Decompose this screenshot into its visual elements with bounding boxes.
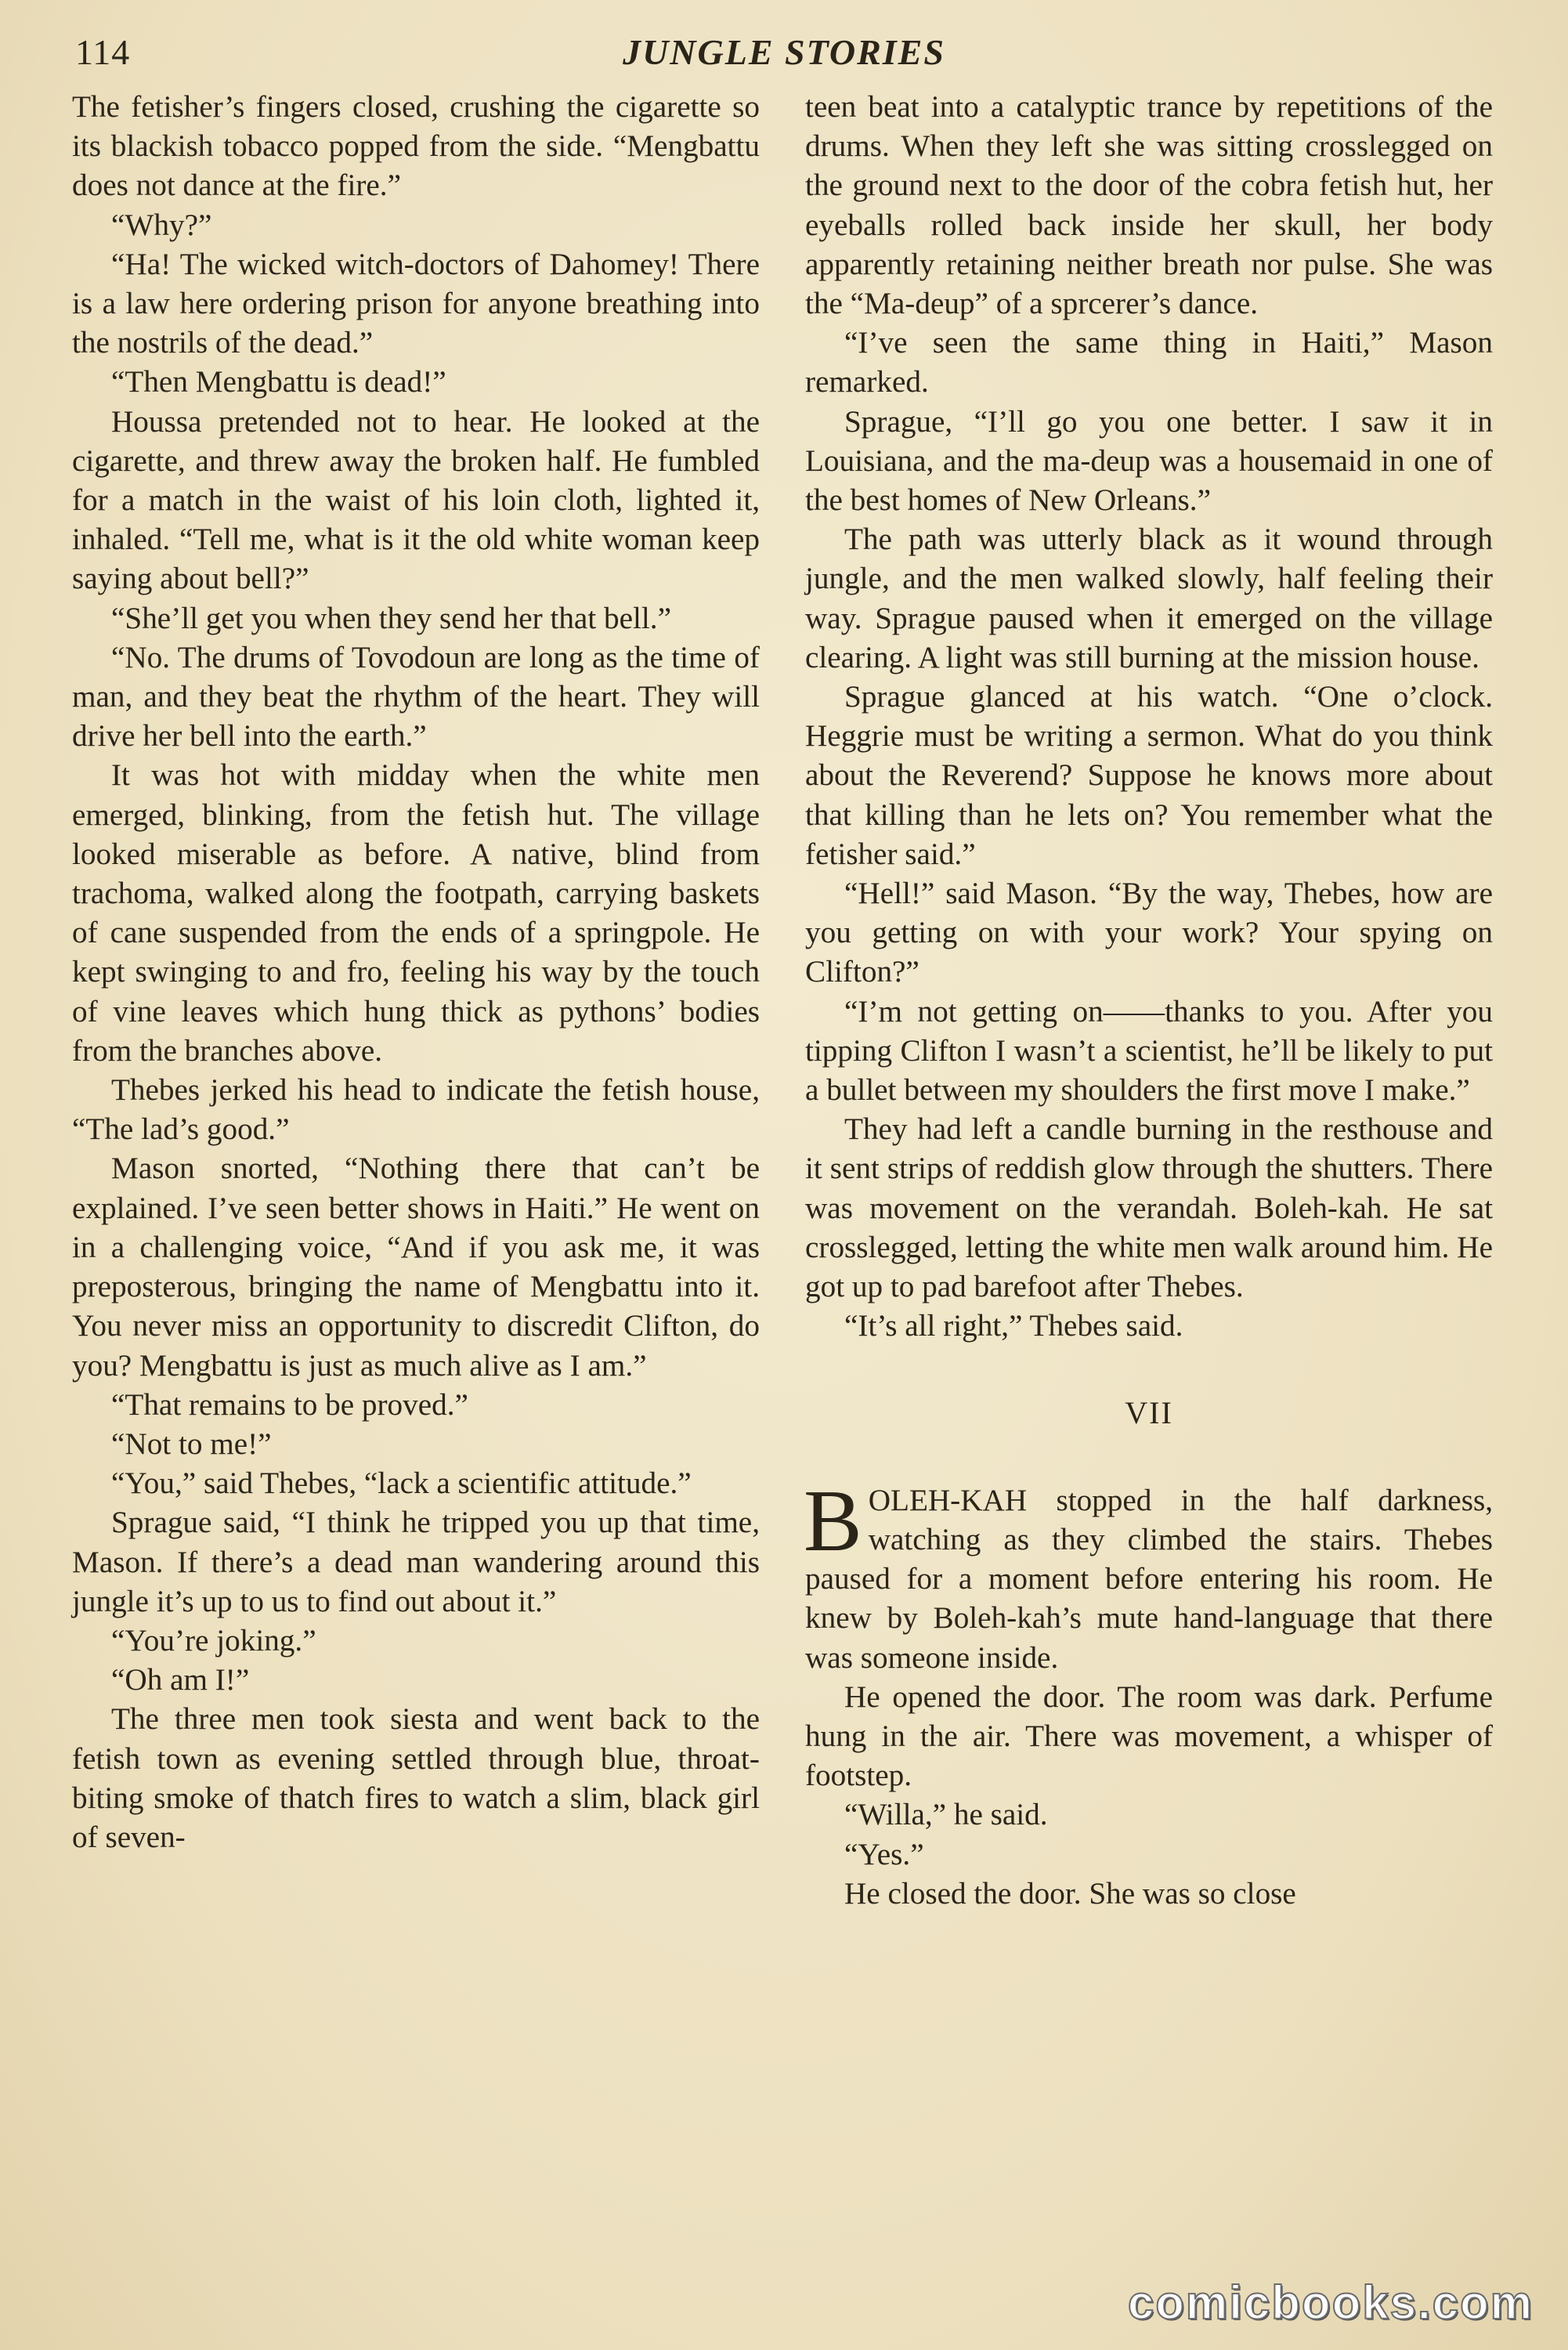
- paragraph: They had left a candle burning in the resthouse and it sent strips of reddish glow through the shutters. There was movement on the verandah. Boleh-kah. He sat crosslegged, letting the white men walk around him. He got up to pad barefoot after Thebes.: [805, 1112, 1493, 1304]
- paragraph: Sprague glanced at his watch. “One o’clock. Heggrie must be writing a sermon. What do you think about the Reverend? Suppose he knows more about that killing than he lets on? You remember what the fetisher said.”: [805, 680, 1493, 871]
- paragraph: “She’ll get you when they send her that bell.”: [111, 601, 671, 635]
- right-column: [805, 88, 1493, 1914]
- paragraph: “Yes.”: [844, 1837, 924, 1871]
- dropcap-paragraph: [804, 1472, 1493, 1678]
- paragraph: “Ha! The wicked witch-doctors of Dahomey! There is a law here ordering prison for anyone breathing into the nostrils of the dead.”: [72, 247, 760, 360]
- paragraph: “No. The drums of Tovodoun are long as the time of man, and they beat the rhythm of the heart. They will drive her bell into the earth.”: [72, 640, 760, 754]
- paragraph: “It’s all right,” Thebes said.: [844, 1309, 1183, 1343]
- site-watermark: comicbooks.com: [1127, 2276, 1534, 2329]
- paragraph: “Hell!” said Mason. “By the way, Thebes, how are you getting on with your work? Your spying on Clifton?”: [805, 877, 1493, 989]
- paragraph: “Not to me!”: [111, 1426, 272, 1461]
- paragraph: Mason snorted, “Nothing there that can’t be explained. I’ve seen better shows in Haiti.” He went on in a challenging voice, “And if you ask me, it was preposterous, bringing the name of Mengbattu into it. You never miss an opportunity to discredit Clifton, do you? Mengbattu is just as much alive as I am.”: [72, 1152, 760, 1383]
- paragraph: “I’m not getting on——thanks to you. After you tipping Clifton I wasn’t a scientist, he’ll be likely to put a bullet between my shoulders the first move I make.”: [805, 994, 1493, 1108]
- paragraph: “Then Mengbattu is dead!”: [111, 365, 446, 400]
- dropcap-text: OLEH-KAH stopped in the half darkness, watching as they climbed the stairs. Thebes paused for a moment before entering his room. He knew by Boleh-kah’s mute hand-language that there was someone inside.: [805, 1483, 1493, 1675]
- paragraph: “Willa,” he said.: [844, 1798, 1048, 1832]
- paragraph: The fetisher’s fingers closed, crushing the cigarette so its blackish tobacco popped from the side. “Mengbattu does not dance at the fire.”: [72, 90, 760, 203]
- paragraph: “You’re joking.”: [111, 1623, 316, 1658]
- paragraph: The path was utterly black as it wound through jungle, and the men walked slowly, half feeling their way. Sprague paused when it emerged on the village clearing. A light was still burning at the mission house.: [805, 522, 1493, 674]
- paragraph: He closed the door. She was so close: [844, 1876, 1296, 1911]
- left-column: [72, 88, 760, 1857]
- section-heading: VII: [1125, 1394, 1173, 1430]
- paragraph: Thebes jerked his head to indicate the fetish house, “The lad’s good.”: [72, 1073, 760, 1147]
- paragraph: Sprague said, “I think he tripped you up that time, Mason. If there’s a dead man wandering around this jungle it’s up to us to find out about it.”: [72, 1506, 760, 1618]
- paragraph: “I’ve seen the same thing in Haiti,” Mason remarked.: [805, 326, 1493, 400]
- paragraph: He opened the door. The room was dark. Perfume hung in the air. There was movement, a whisper of footstep.: [805, 1679, 1493, 1793]
- page-header: [75, 31, 1493, 86]
- running-title: JUNGLE STORIES: [623, 32, 945, 72]
- paragraph: teen beat into a catalyptic trance by repetitions of the drums. When they left she was sitting crosslegged on the ground next to the door of the cobra fetish hut, her eyeballs rolled back inside her skull, her body apparently retaining neither breath nor pulse. She was the “Ma-deup” of a sprcerer’s dance.: [805, 90, 1493, 321]
- paragraph: Houssa pretended not to hear. He looked at the cigarette, and threw away the broken half. He fumbled for a match in the waist of his loin cloth, lighted it, inhaled. “Tell me, what is it the old white woman keep saying about bell?”: [72, 404, 760, 596]
- paragraph: “That remains to be proved.”: [111, 1387, 468, 1422]
- paragraph: It was hot with midday when the white men emerged, blinking, from the fetish hut. The village looked miserable as before. A native, blind from trachoma, walked along the footpath, carrying baskets of cane suspended from the ends of a springpole. He kept swinging to and fro, feeling his way by the touch of vine leaves which hung thick as pythons’ bodies from the branches above.: [72, 758, 760, 1068]
- paragraph: “Why?”: [111, 208, 212, 242]
- paragraph: “Oh am I!”: [111, 1663, 250, 1697]
- paragraph: The three men took siesta and went back to the fetish town as evening settled through blue, throat-biting smoke of thatch fires to watch a slim, black girl of seven-: [72, 1702, 760, 1854]
- paragraph: Sprague, “I’ll go you one better. I saw it in Louisiana, and the ma-deup was a housemaid in one of the best homes of New Orleans.”: [805, 404, 1493, 518]
- paragraph: “You,” said Thebes, “lack a scientific attitude.”: [111, 1466, 692, 1501]
- page-number: 114: [75, 32, 131, 72]
- dropcap-letter: B: [804, 1472, 862, 1570]
